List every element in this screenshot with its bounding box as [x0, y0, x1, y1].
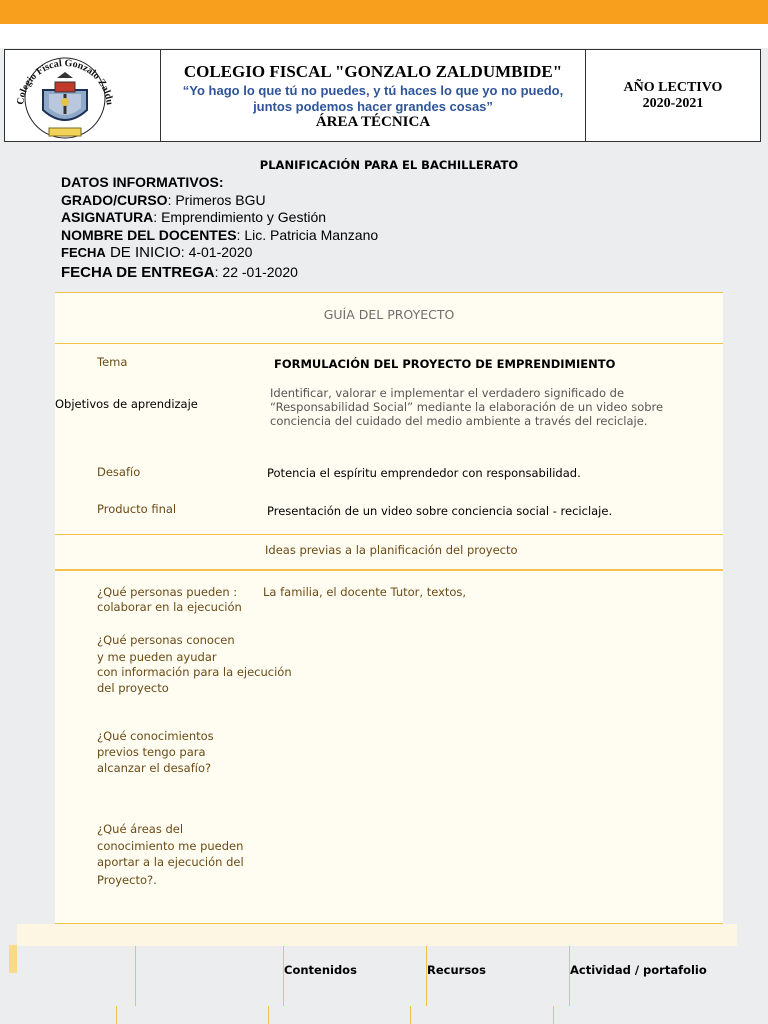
left-edge-mark — [9, 945, 17, 973]
q1-line-1: ¿Qué personas pueden : — [97, 585, 238, 599]
asignatura-label: ASIGNATURA — [61, 209, 154, 225]
top-orange-bar — [0, 0, 768, 24]
year-cell — [586, 50, 760, 141]
tema-label: Tema — [97, 355, 128, 369]
objetivos-line-2: “Responsabilidad Social” mediante la elaboración de un video sobre — [270, 400, 664, 414]
producto-value: Presentación de un video sobre conciencia social - reciclaje. — [267, 504, 613, 518]
q2-line-1: ¿Qué personas conocen — [97, 633, 235, 647]
logo-arc-text: Colegio Fiscal Gonzalo Zaldu — [15, 57, 115, 106]
table-col-line-1 — [135, 946, 136, 1006]
motto-line-2: juntos podemos hacer grandes cosas” — [253, 99, 493, 114]
school-logo-icon — [5, 50, 161, 143]
entrega-value: : 22 -01-2020 — [214, 263, 298, 280]
q4-line-4: Proyecto?. — [97, 873, 157, 887]
q4-line-3: aportar a la ejecución del — [97, 855, 244, 869]
motto-line-1: “Yo hago lo que tú no puedes, y tú haces lo que yo no puedo, — [182, 83, 564, 98]
asignatura-value: : Emprendimiento y Gestión — [153, 209, 327, 225]
guide-divider-2 — [55, 534, 723, 535]
school-name: COLEGIO FISCAL "GONZALO ZALDUMBIDE" — [183, 62, 563, 81]
guide-title: GUÍA DEL PROYECTO — [323, 307, 455, 322]
ideas-title: Ideas previas a la planificación del proyecto — [265, 543, 518, 557]
grado-label: GRADO/CURSO — [61, 191, 168, 208]
objetivos-label: Objetivos de aprendizaje — [55, 397, 198, 411]
desafio-label: Desafío — [97, 465, 141, 479]
q1-line-2: colaborar en la ejecución — [97, 600, 242, 614]
project-guide — [55, 292, 723, 924]
producto-label: Producto final — [97, 502, 177, 516]
datos-informativos — [61, 174, 378, 281]
desafio-value: Potencia el espíritu emprendedor con responsabilidad. — [267, 466, 581, 480]
logo-cell — [5, 50, 161, 141]
inicio-label-b: DE INICIO — [105, 244, 181, 261]
table-col-line-8 — [553, 1006, 554, 1024]
col-recursos: Recursos — [427, 963, 486, 977]
document-header — [4, 49, 761, 142]
area-label: ÁREA TÉCNICA — [315, 114, 431, 130]
guide-divider-1 — [55, 343, 723, 344]
q3-line-1: ¿Qué conocimientos — [97, 729, 214, 743]
table-col-line-6 — [268, 1006, 269, 1024]
objetivos-line-3: conciencia del cuidado del medio ambiente a través del reciclaje. — [270, 414, 648, 428]
docente-label: NOMBRE DEL DOCENTES — [61, 226, 237, 243]
q3-line-2: previos tengo para — [97, 745, 206, 759]
inicio-label-a: FECHA — [61, 245, 106, 260]
tema-value: FORMULACIÓN DEL PROYECTO DE EMPRENDIMIENTO — [274, 357, 616, 371]
datos-heading: DATOS INFORMATIVOS: — [61, 174, 224, 190]
year-label: AÑO LECTIVO — [623, 79, 723, 95]
docente-value: : Lic. Patricia Manzano — [236, 226, 379, 243]
plan-title: PLANIFICACIÓN PARA EL BACHILLERATO — [259, 158, 519, 172]
q4-line-2: conocimiento me pueden — [97, 839, 244, 853]
guide-divider-3 — [55, 569, 723, 571]
table-col-line-7 — [410, 1006, 411, 1024]
grado-value: : Primeros BGU — [167, 191, 266, 208]
top-white-band — [0, 24, 768, 48]
objetivos-line-1: Identificar, valorar e implementar el verdadero significado de — [270, 386, 625, 400]
q3-line-3: alcanzar el desafío? — [97, 761, 212, 775]
q4-line-1: ¿Qué áreas del — [97, 822, 184, 836]
table-col-line-5 — [116, 1006, 117, 1024]
year-value: 2020-2021 — [642, 95, 704, 111]
q2-line-2: y me pueden ayudar — [97, 650, 217, 664]
inicio-value: : 4-01-2020 — [180, 244, 253, 260]
q1-answer: La familia, el docente Tutor, textos, — [263, 585, 467, 599]
col-actividad: Actividad / portafolio — [570, 963, 707, 977]
entrega-label: FECHA DE ENTREGA — [61, 263, 215, 281]
title-cell — [161, 50, 586, 141]
table-top-band — [17, 924, 737, 946]
q2-line-3: con información para la ejecución — [97, 665, 292, 679]
q2-line-4: del proyecto — [97, 681, 169, 695]
col-contenidos: Contenidos — [284, 963, 357, 977]
